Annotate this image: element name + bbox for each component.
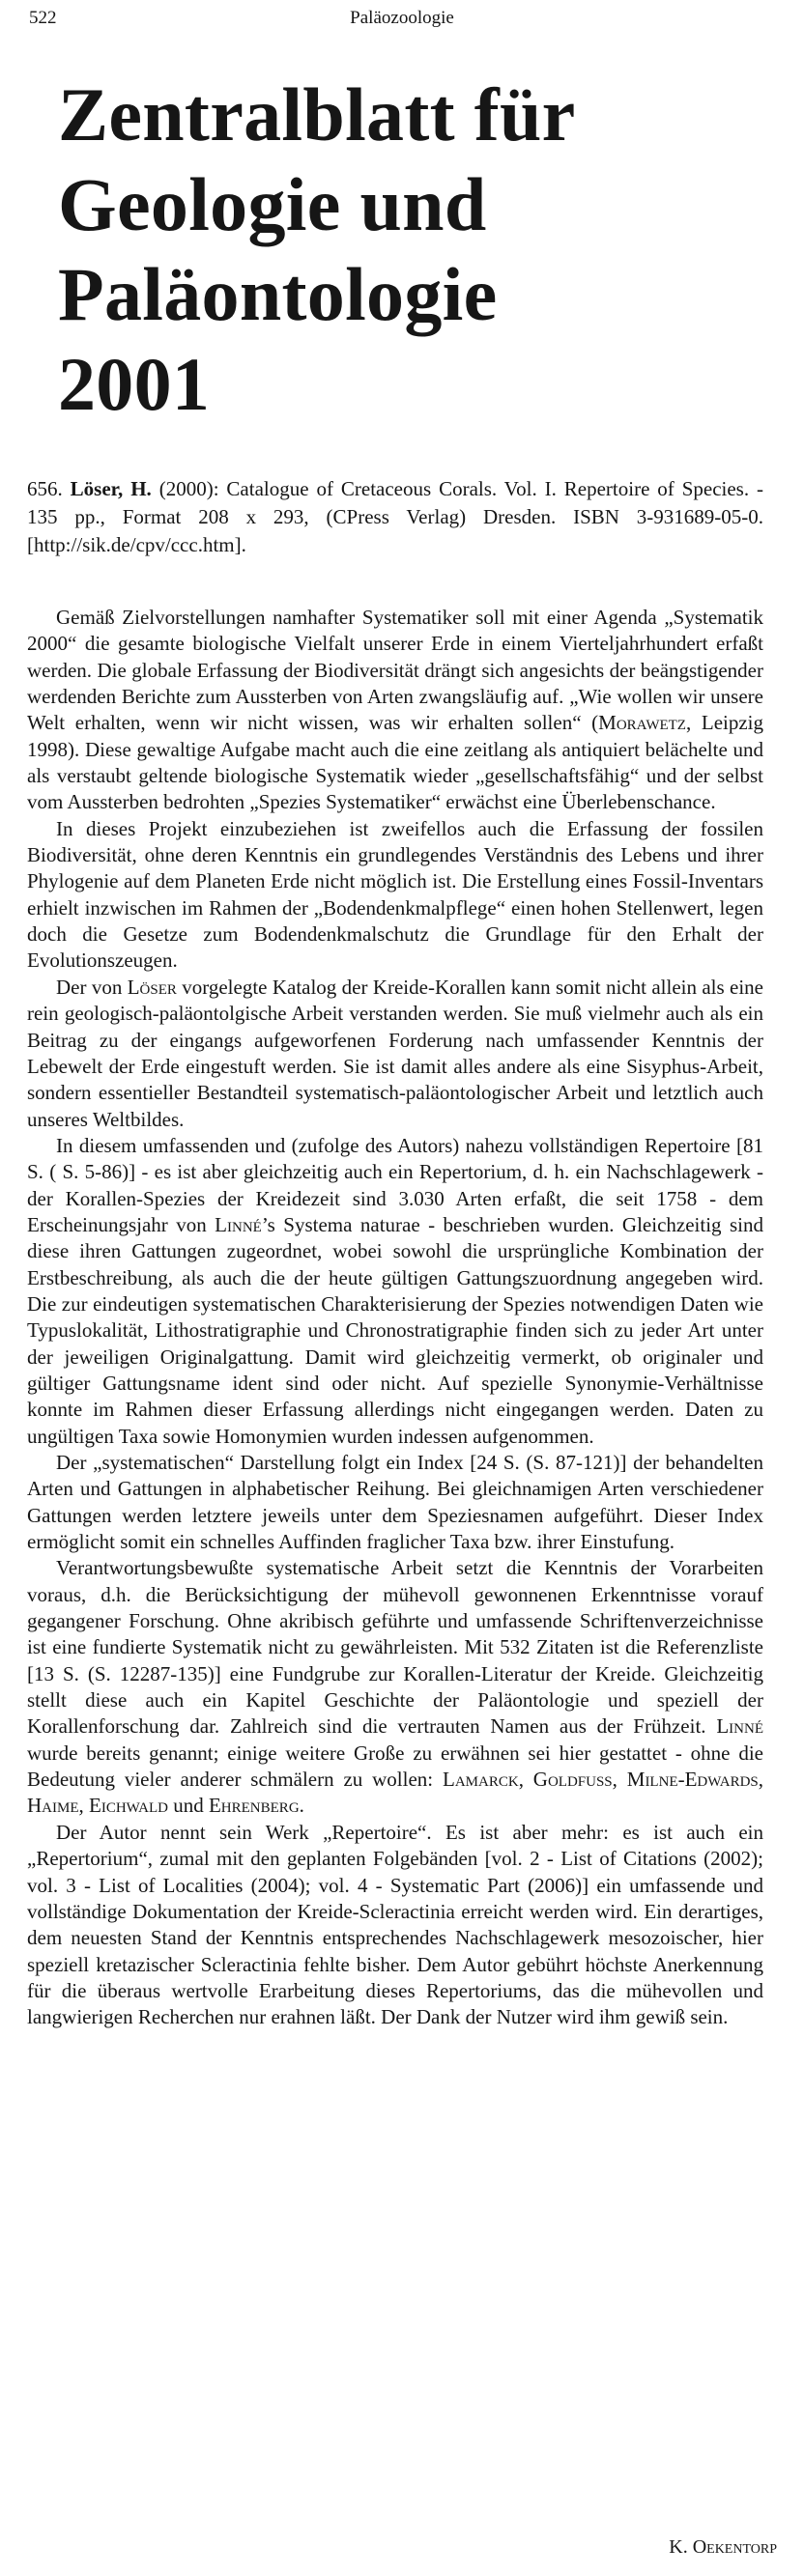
paragraph-text: , bbox=[758, 1768, 764, 1792]
journal-title-line: 2001 bbox=[58, 342, 211, 426]
cited-author-name: Ehrenberg bbox=[208, 1794, 300, 1818]
cited-author-name: Milne-Edwards bbox=[626, 1768, 759, 1792]
review-citation bbox=[27, 475, 763, 559]
journal-title-line: Geologie und bbox=[58, 162, 487, 246]
citation-details: (2000): Catalogue of Cretaceous Corals. Vol. I. Repertoire of Species. - 135 pp., Format 208 x 293, (CPress Verlag) Dresden. ISBN 3-931689-05-0. [http://sik.de/cpv/ccc.htm]. bbox=[27, 477, 763, 556]
paragraph-text: , bbox=[612, 1768, 627, 1792]
running-title: Paläozoologie bbox=[350, 8, 454, 28]
cited-author-name: Linné bbox=[716, 1714, 763, 1739]
body-paragraph bbox=[27, 1555, 763, 1819]
reviewer-signature: K. Oekentorp bbox=[669, 2536, 777, 2558]
paragraph-text: , Leipzig 1998). Diese gewaltige Aufgabe macht auch die eine zeitlang als antiquiert belächelte und als verstaubt geltende biologische Systematik wieder „gesellschaftsfähig“ und der selbst vom Aussterben bedrohten „Spezies Systematiker“ erwächst eine Überlebenschance. bbox=[27, 711, 764, 814]
paragraph-text: In diesem umfassenden und (zufolge des Autors) nahezu vollständigen Repertoire [81 S. ( S. 5-86)] - es ist aber gleichzeitig auch ein Repertorium, d. h. ein Nachschlagewerk - der Korallen-Spezies der Kreidezeit sind 3.030 Arten erfaßt, die seit 1758 - dem Erscheinungsjahr von bbox=[27, 1133, 763, 1236]
body-paragraph bbox=[27, 816, 763, 975]
paragraph-text: In dieses Projekt einzubeziehen ist zweifellos auch die Erfassung der fossilen Biodiversität, ohne deren Kenntnis ein grundlegendes Verständnis des Lebens und ihrer Phylogenie auf dem Planeten Erde nicht möglich ist. Die Erstellung eines Fossil-Inventars erhielt inzwischen im Rahmen der „Bodendenkmalpflege“ einen hohen Stellenwert, legen doch die Gesetze zum Bodendenkmalschutz die Grundlage für den Erhalt der Evolutionszeugen. bbox=[27, 816, 763, 973]
cited-author-name: Linné bbox=[215, 1212, 262, 1236]
cited-author-name: Lamarck bbox=[443, 1768, 519, 1792]
paragraph-text: vorgelegte Katalog der Kreide-Korallen kann somit nicht allein als eine rein geologisch-paläontolgische Arbeit verstanden werden. Sie muß vielmehr auch als ein Beitrag zu der eingangs aufgeworfenen Forderung nach umfassender Kenntnis der Lebewelt der Erde eingestuft werden. Sie ist damit alles andere als eine Sisyphus-Arbeit, sondern essentieller Bestandteil systematisch-paläontologischer Arbeit und letztlich auch unseres Weltbildes. bbox=[27, 975, 763, 1131]
paragraph-text: wurde bereits genannt; einige weitere Große zu erwähnen sei hier gestattet - ohne die Bedeutung vieler anderer schmälern zu wollen: bbox=[27, 1741, 763, 1792]
journal-title-line: Paläontologie bbox=[58, 252, 498, 336]
body-paragraph bbox=[27, 605, 763, 816]
body-paragraph bbox=[27, 1133, 763, 1450]
journal-title-line: Zentralblatt für bbox=[58, 72, 576, 156]
paragraph-text: und bbox=[167, 1794, 209, 1818]
page-number: 522 bbox=[29, 8, 57, 28]
body-paragraph bbox=[27, 975, 763, 1133]
running-header bbox=[29, 8, 775, 41]
paragraph-text: Der Autor nennt sein Werk „Repertoire“. Es ist aber mehr: es ist auch ein „Repertorium“, zumal mit den geplanten Folgebänden [vol. 2 - List of Citations (2002); vol. 3 - List of Localities (2004); vol. 4 - Systematic Part (2006)] ein umfassende und vollständige Dokumentation der Kreide-Scleractinia erreicht werden wird. Ein derartiges, dem neuesten Stand der Kenntnis entsprechendes Nachschlagewerk mesozoischer, hier speziell kretazischer Scleractinia fehlte bisher. Dem Autor gebührt höchste Anerkennung für die überaus wertvolle Erarbeitung dieses Repertoriums, das die mühevollen und langwierigen Recherchen nur erahnen läßt. Der Dank der Nutzer wird ihm gewiß sein. bbox=[27, 1820, 763, 2029]
paragraph-text: . bbox=[299, 1794, 304, 1818]
paragraph-text: Gemäß Zielvorstellungen namhafter Systematiker soll mit einer Agenda „Systematik 2000“ die gesamte biologische Vielfalt unserer Erde in einem Vierteljahrhundert erfaßt werden. Die globale Erfassung der Biodiversität drängt sich angesichts der beängstigender werdenden Berichte zum Aussterben von Arten zwangsläufig auf. „Wie wollen wir unsere Welt erhalten, wenn wir nicht wissen, was wir erhalten sollen“ ( bbox=[27, 606, 763, 735]
paragraph-text: Der „systematischen“ Darstellung folgt ein Index [24 S. (S. 87-121)] der behandelten Arten und Gattungen in alphabetischer Reihung. Bei gleichnamigen Arten verschiedener Gattungen werden letztere jeweils unter dem Speziesnamen aufgeführt. Dieser Index ermöglicht somit ein schnelles Auffinden fraglicher Taxa bzw. ihrer Einstufung. bbox=[27, 1451, 763, 1554]
cited-author-name: Goldfuss bbox=[532, 1768, 613, 1792]
cited-author-name: Morawetz bbox=[598, 711, 686, 735]
cited-author-name: Löser bbox=[127, 975, 177, 999]
paragraph-text: ’s Systema naturae - beschrieben wurden. Gleichzeitig sind diese ihren Gattungen zugeordnet, wobei sowohl die ursprüngliche Kombination der Erstbeschreibung, als auch die der heute gültigen Gattungszuordnung angegeben wird. Die zur eindeutigen systematischen Charakterisierung der Spezies notwendigen Daten wie Typuslokalität, Lithostratigraphie und Chronostratigraphie finden sich zu jeder Art unter der jeweiligen Originalgattung. Damit wird gleichzeitig vermerkt, ob originaler und gültiger Gattungsname ident sind oder nicht. Auf spezielle Synonymie-Verhältnisse konnte im Rahmen dieser Erfassung allerdings nicht eingegangen werden. Daten zu ungültigen Taxa sowie Homonymien wurden indessen aufgenommen. bbox=[27, 1212, 763, 1448]
paragraph-text: , bbox=[78, 1794, 89, 1818]
paragraph-text: Der von bbox=[56, 975, 128, 999]
review-number: 656. bbox=[27, 477, 63, 500]
body-paragraph bbox=[27, 1820, 763, 2031]
paragraph-text: , bbox=[518, 1768, 533, 1792]
review-author: Löser, H. bbox=[70, 477, 152, 500]
journal-title bbox=[58, 70, 773, 429]
cited-author-name: Haime bbox=[27, 1794, 79, 1818]
cited-author-name: Eichwald bbox=[89, 1794, 168, 1818]
review-body bbox=[27, 605, 763, 2031]
body-paragraph bbox=[27, 1450, 763, 1555]
paragraph-text: Verantwortungsbewußte systematische Arbeit setzt die Kenntnis der Vorarbeiten voraus, d.h. die Berücksichtigung der mühevoll gewonnenen Erkenntnisse vorauf gegangener Forschung. Ohne akribisch geführte und umfassende Schriftenverzeichnisse ist eine fundierte Systematik nicht zu gewährleisten. Mit 532 Zitaten ist die Referenzliste [13 S. (S. 12287-135)] eine Fundgrube zur Korallen-Literatur der Kreide. Gleichzeitig stellt diese auch ein Kapitel Geschichte der Paläontologie und speziell der Korallenforschung dar. Zahlreich sind die vertrauten Namen aus der Frühzeit. bbox=[27, 1556, 763, 1739]
